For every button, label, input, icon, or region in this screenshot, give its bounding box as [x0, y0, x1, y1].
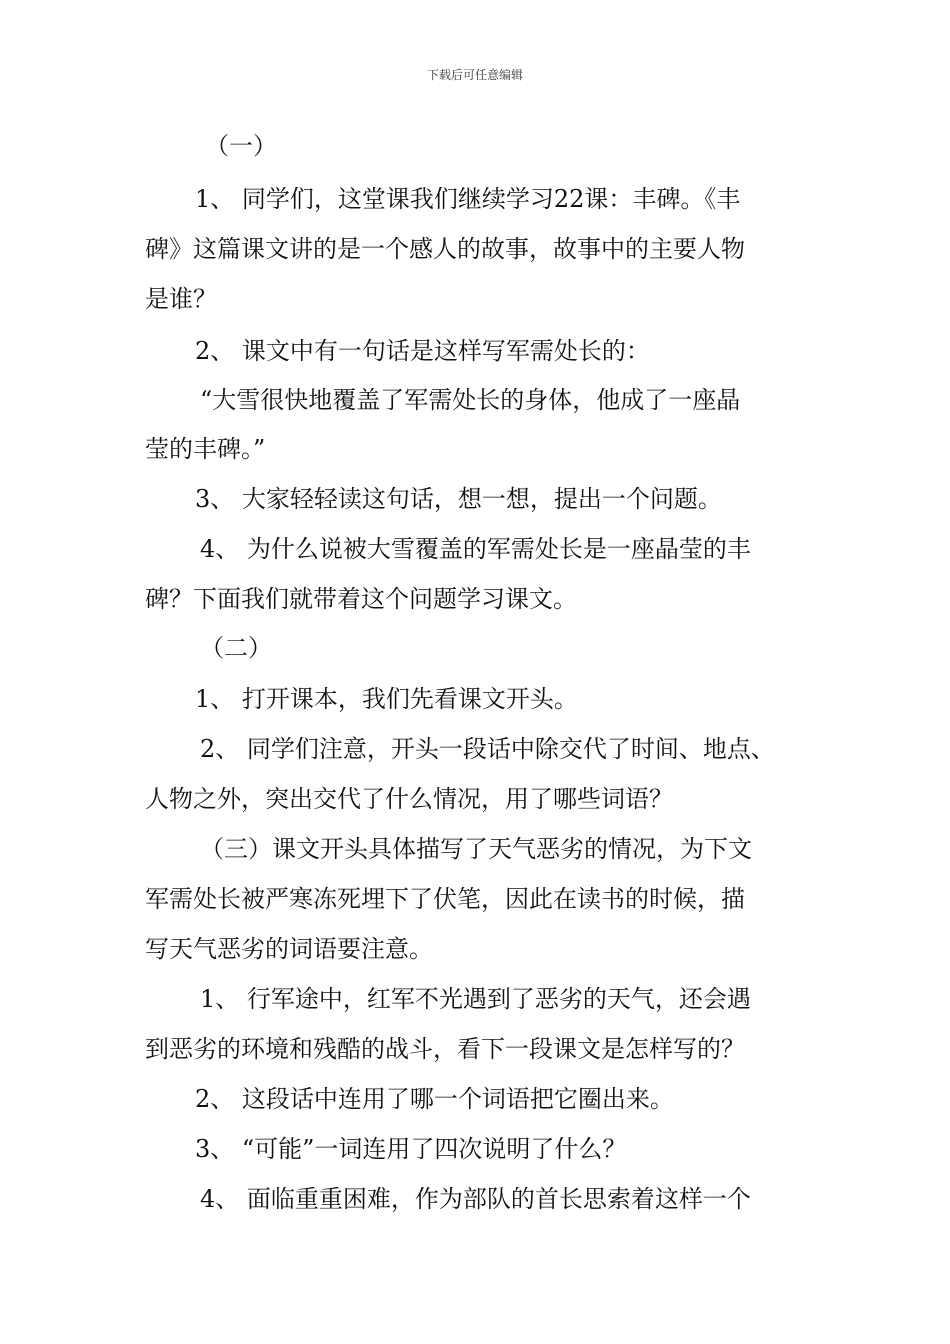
- paragraph-line: 碑》这篇课文讲的是一个感人的故事，故事中的主要人物: [145, 235, 745, 263]
- paragraph-line: 军需处长被严寒冻死埋下了伏笔，因此在读书的时候，描: [145, 885, 745, 913]
- paragraph-line: 1、 打开课本，我们先看课文开头。: [195, 685, 578, 713]
- paragraph-line: 3、 “可能”一词连用了四次说明了什么？: [195, 1135, 627, 1163]
- paragraph-line: 4、 面临重重困难，作为部队的首长思索着这样一个: [200, 1185, 751, 1213]
- paragraph-line: 到恶劣的环境和残酷的战斗，看下一段课文是怎样写的？: [145, 1035, 745, 1063]
- paragraph-line: 人物之外，突出交代了什么情况，用了哪些词语？: [145, 785, 673, 813]
- section-heading-2: （二）: [200, 634, 272, 662]
- paragraph-line: 3、 大家轻轻读这句话，想一想，提出一个问题。: [195, 485, 722, 513]
- paragraph-line: 是谁？: [145, 285, 217, 313]
- section-heading-3: （三）课文开头具体描写了天气恶劣的情况，为下文: [200, 835, 752, 863]
- page-header: 下载后可任意编辑: [426, 68, 523, 82]
- section-heading-1: （一）: [205, 132, 277, 160]
- paragraph-line: 写天气恶劣的词语要注意。: [145, 935, 433, 963]
- paragraph-line: 1、 同学们，这堂课我们继续学习22课：丰碑。《丰: [195, 185, 741, 213]
- paragraph-line: 1、 行军途中，红军不光遇到了恶劣的天气，还会遇: [200, 985, 751, 1013]
- quote-line: “大雪很快地覆盖了军需处长的身体，他成了一座晶: [200, 386, 741, 414]
- paragraph-line: 2、 同学们注意，开头一段话中除交代了时间、地点、: [200, 735, 775, 763]
- paragraph-line: 2、 这段话中连用了哪一个词语把它圈出来。: [195, 1085, 674, 1113]
- paragraph-line: 2、 课文中有一句话是这样写军需处长的：: [195, 337, 650, 365]
- quote-line: 莹的丰碑。”: [145, 435, 266, 463]
- paragraph-line: 4、 为什么说被大雪覆盖的军需处长是一座晶莹的丰: [200, 535, 751, 563]
- paragraph-line: 碑？下面我们就带着这个问题学习课文。: [145, 585, 577, 613]
